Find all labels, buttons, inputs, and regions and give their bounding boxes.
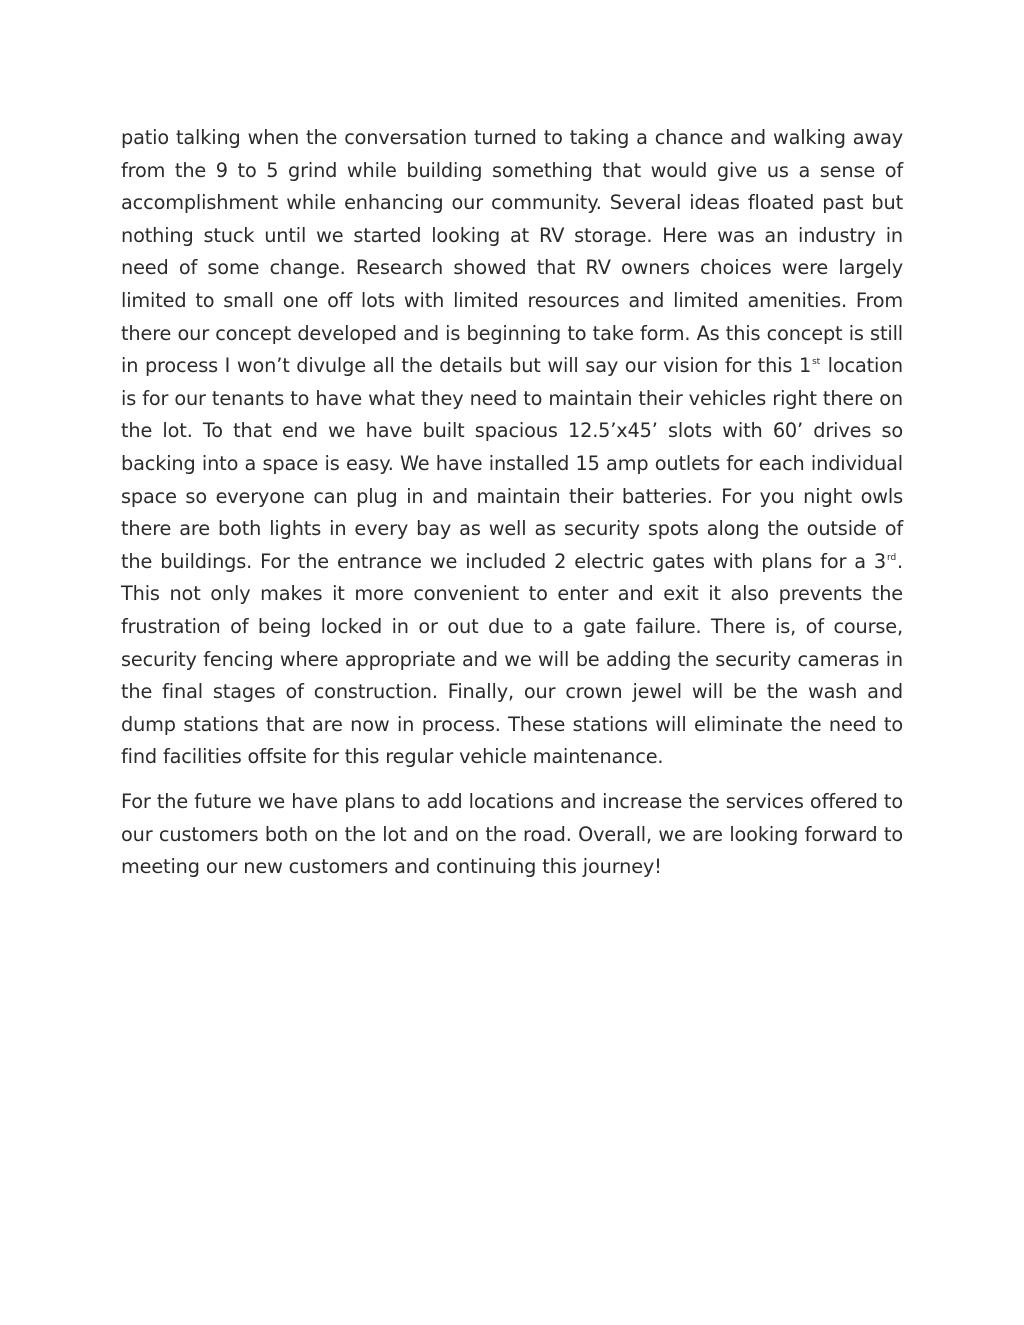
paragraph-text: patio talking when the conversation turned to taking a chance and walking away from the 9 to 5 grind while building something that would give us a sense of accomplishment while enhancing our community. Several ideas floated past but nothing stuck until we started looking at RV storage. Here was an industry in need of some change. Research showed that RV owners choices were largely limited to small one off lots with limited resources and limited amenities. From there our concept developed and is beginning to take form. As this concept is still in process I won’t divulge all the details but will say our vision for this 1	[121, 126, 903, 378]
paragraph-text: For the future we have plans to add locations and increase the services offered to our customers both on the lot and on the road. Overall, we are looking forward to meeting our new customers and continuing this journey!	[121, 790, 903, 879]
paragraph-text: location is for our tenants to have what they need to maintain their vehicles right there on the lot. To that end we have built spacious 12.5’x45’ slots with 60’ drives so backing into a space is easy. We have installed 15 amp outlets for each individual space so everyone can plug in and maintain their batteries. For you night owls there are both lights in every bay as well as security spots along the outside of the buildings. For the entrance we included 2 electric gates with plans for a 3	[121, 354, 903, 573]
ordinal-superscript: st	[812, 357, 820, 368]
document-body	[121, 122, 903, 884]
ordinal-superscript: rd	[887, 552, 897, 563]
paragraph-text: . This not only makes it more convenient to enter and exit it also prevents the frustration of being locked in or out due to a gate failure. There is, of course, security fencing where appropriate and we will be adding the security cameras in the final stages of construction. Finally, our crown jewel will be the wash and dump stations that are now in process. These stations will eliminate the need to find facilities offsite for this regular vehicle maintenance.	[121, 549, 903, 769]
paragraph-rv-storage-story	[121, 122, 903, 774]
paragraph-future-plans	[121, 786, 903, 884]
